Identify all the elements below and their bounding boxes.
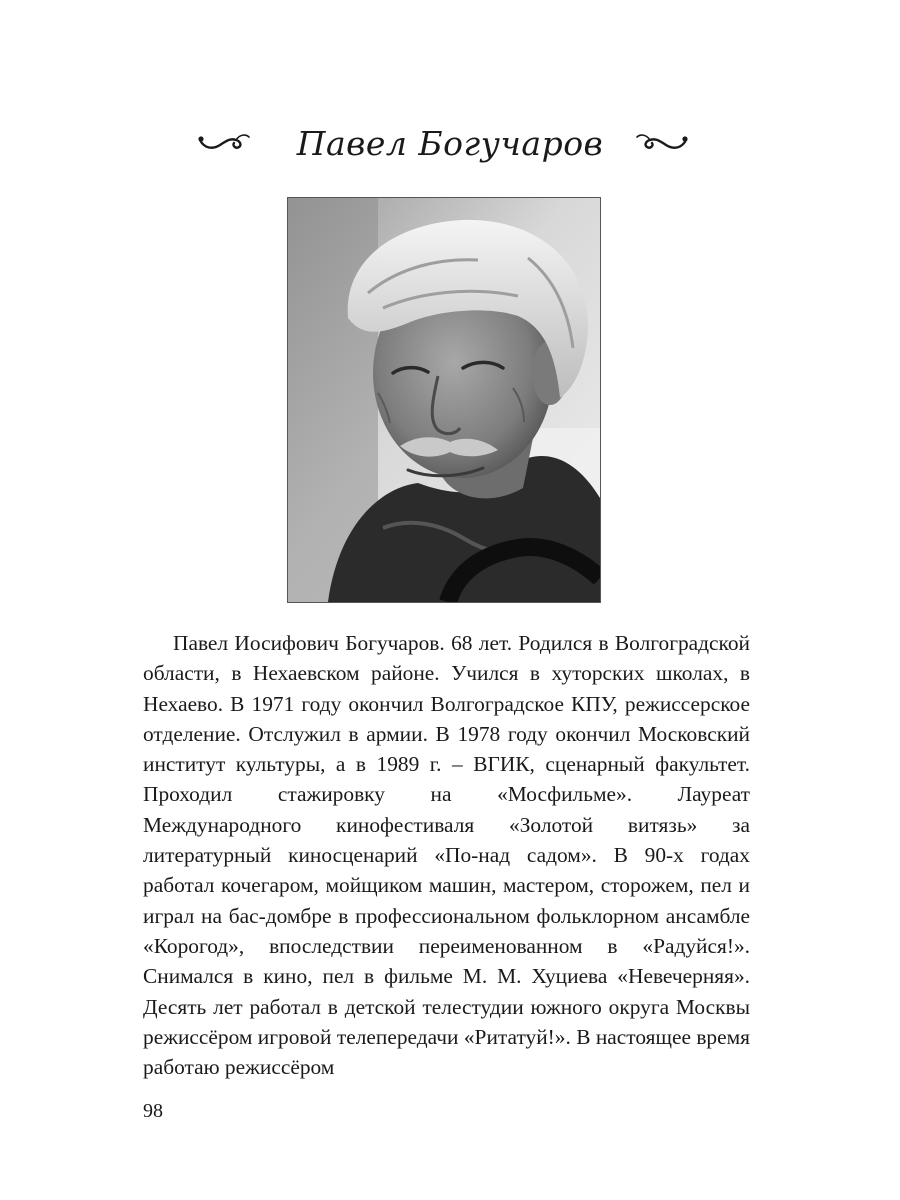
swash-ornament-icon	[634, 128, 690, 154]
portrait-photo	[287, 197, 601, 603]
page-title: Павел Богучаров	[296, 124, 604, 163]
page-number: 98	[143, 1100, 163, 1122]
biography-paragraph: Павел Иосифович Богучаров. 68 лет. Родился в Волгоградской области, в Нехаевском районе. Учился в хуторских школах, в Нехаево. В 1971 году окончил Волгоградское КПУ, режиссерское отделение. Отслужил в армии. В 1978 году окончил Московский институт культуры, а в 1989 г. – ВГИК, сценарный факультет. Проходил стажировку на «Мосфильме». Лауреат Международного кинофестиваля «Золотой витязь» за литературный киносценарий «По-над садом». В 90-х годах работал кочегаром, мойщиком машин, мастером, сторожем, пел и играл на бас-домбре в профессиональном фольклорном ансамбле «Корогод», впоследствии переименованном в «Радуйся!». Снимался в кино, пел в фильме М. М. Хуциева «Невечерняя». Десять лет работал в детской телестудии южного округа Москвы режиссёром игровой телепередачи «Ритатуй!». В настоящее время работаю режиссёром	[143, 631, 750, 1080]
portrait-photo-icon	[288, 198, 600, 602]
page-header	[0, 118, 900, 178]
